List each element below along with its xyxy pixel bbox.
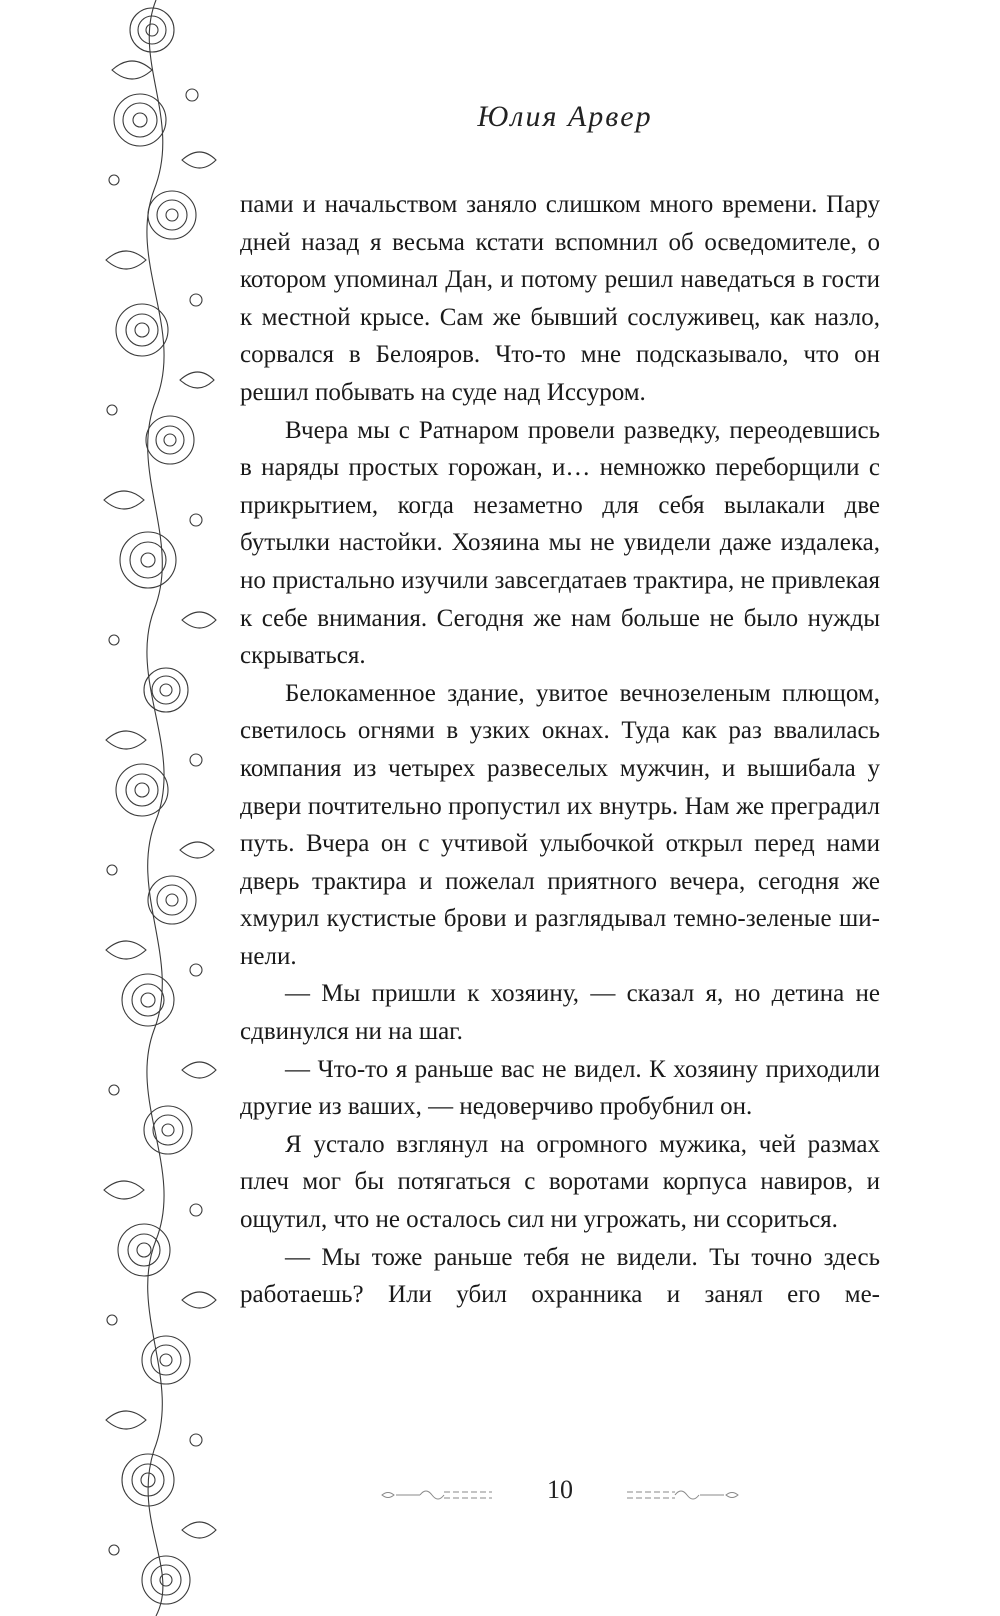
body-text xyxy=(240,186,880,1314)
paragraph: пами и начальством заняло слишком много времени. Пару дней назад я весьма кстати вспомнил об осведомителе, о котором упоминал Дан, и потому решил наведаться в гости к местной крысе. Сам же бывший сослуживец, как назло, сорвался в Белояров. Что-то мне подсказывало, что он решил побывать на суде над Иссуром. xyxy=(240,191,880,406)
right-ornament-icon xyxy=(625,1485,740,1505)
paragraph: — Мы тоже раньше тебя не видели. Ты точно здесь работаешь? Или убил охранника и занял его ме- xyxy=(240,1243,880,1309)
paragraph: Я устало взглянул на огромного мужика, чей размах плеч мог бы потягаться с воротами корпуса навиров, и ощутил, что не осталось сил ни угрожать, ни ссориться. xyxy=(240,1130,880,1234)
page-number: 10 xyxy=(547,1475,573,1504)
running-title: Юлия Арвер xyxy=(477,100,653,133)
paragraph: — Мы пришли к хозяину, — сказал я, но детина не сдвинулся ни на шаг. xyxy=(240,980,880,1046)
paragraph: Белокаменное здание, увитое вечнозеленым плющом, светилось огнями в узких окнах. Туда как раз ввалилась компания из четырех развеселых мужчин, и вышибала у двери почтительно пропустил их внутрь. Нам же преградил путь. Вчера он с учтивой улыбочкой открыл перед нами дверь трактира и пожелал приятного вечера, сегодня же хмурил кустистые брови и разглядывал темно-зеленые шинели. xyxy=(240,679,880,970)
paragraph: Вчера мы с Ратнаром провели разведку, переодевшись в наряды простых горожан, и… немножко переборщили с прикрытием, когда незаметно для себя вылакали две бутылки настойки. Хозяина мы не увидели даже издалека, но пристально изучили завсегдатаев трактира, не привлекая к себе внимания. Сегодня же нам больше не было нужды скрываться. xyxy=(240,416,880,670)
floral-border-illustration xyxy=(92,0,220,1616)
page-footer xyxy=(380,1475,740,1515)
paragraph: — Что-то я раньше вас не видел. К хозяину приходили другие из ваших, — недоверчиво пробубнил он. xyxy=(240,1055,880,1121)
